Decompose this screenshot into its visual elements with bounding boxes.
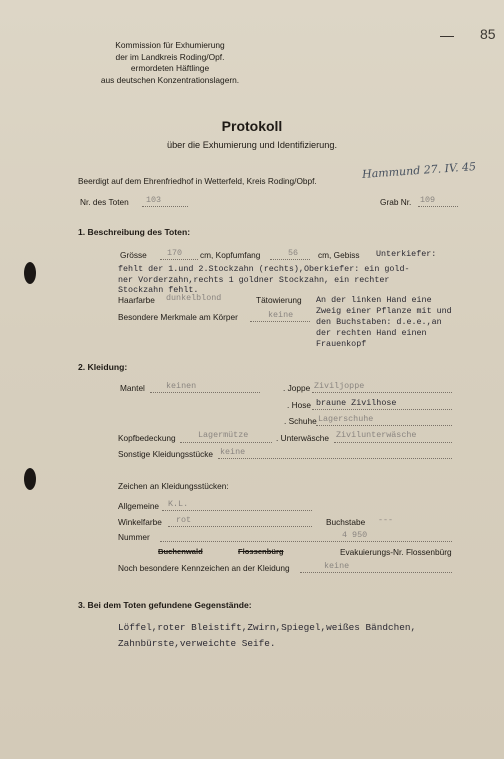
- found-items-line: Löffel,roter Bleistift,Zwirn,Spiegel,weißes Bändchen,: [118, 622, 417, 633]
- handwritten-note: Hammund 27. IV. 45: [361, 160, 477, 181]
- marks-value: keine: [268, 310, 294, 320]
- other-clothing-label: Sonstige Kleidungsstücke: [118, 449, 214, 459]
- teeth-line: Unterkiefer:: [376, 249, 437, 259]
- trousers-value: braune Zivilhose: [316, 398, 397, 408]
- tattoo-line: Zweig einer Pflanze mit und: [316, 306, 452, 316]
- underwear-value: Zivilunterwäsche: [336, 430, 417, 440]
- grave-value: 109: [420, 195, 436, 205]
- struck-buchenwald: Buchenwald: [158, 547, 203, 556]
- section-3-heading: 3. Bei dem Toten gefundene Gegenstände:: [78, 600, 252, 610]
- angle-color-value: rot: [176, 515, 192, 525]
- general-value: K.L.: [168, 499, 189, 509]
- tattoo-line: den Buchstaben: d.e.e.,an: [316, 317, 442, 327]
- size-value: 170: [167, 248, 183, 258]
- marks-label: Besondere Merkmale am Körper: [118, 312, 238, 322]
- headwear-value: Lagermütze: [198, 430, 249, 440]
- section-1-heading: 1. Beschreibung des Toten:: [78, 227, 191, 237]
- coat-label: Mantel: [120, 383, 145, 393]
- number-label: Nummer: [118, 532, 150, 542]
- evacuation-label: Evakuierungs-Nr. Flossenbürg: [340, 547, 452, 557]
- teeth-line: ner Vorderzahn,rechts 1 goldner Stockzahn, ein rechter: [118, 275, 390, 285]
- head-value: 56: [288, 248, 299, 258]
- general-label: Allgemeine: [118, 501, 160, 511]
- hair-value: dunkelblond: [166, 293, 222, 303]
- corner-dash: [440, 36, 454, 37]
- hair-label: Haarfarbe: [118, 295, 155, 305]
- grave-label: Grab Nr.: [380, 197, 412, 207]
- tattoo-line: An der linken Hand eine: [316, 295, 432, 305]
- further-marks-value: keine: [324, 561, 350, 571]
- header-line: aus deutschen Konzentrationslagern.: [100, 74, 240, 85]
- dead-number-label: Nr. des Toten: [80, 197, 129, 207]
- header-line: ermordeten Häftlinge: [130, 63, 210, 73]
- struck-flossenburg: Flossenbürg: [238, 547, 284, 556]
- dead-number-value: 103: [146, 195, 162, 205]
- jacket-value: Ziviljoppe: [314, 381, 365, 391]
- other-clothing-value: keine: [220, 447, 246, 457]
- commission-header: [80, 40, 260, 86]
- shoes-label: . Schuhe: [284, 416, 317, 426]
- punch-hole: [24, 262, 36, 284]
- tattoo-line: Frauenkopf: [316, 339, 367, 349]
- teeth-line: Stockzahn fehlt.: [118, 285, 199, 295]
- number-value: 4 950: [342, 530, 368, 540]
- teeth-line: fehlt der 1.und 2.Stockzahn (rechts),Oberkiefer: ein gold-: [118, 264, 410, 274]
- underwear-label: . Unterwäsche: [276, 433, 330, 443]
- header-line: Kommission für Exhumierung: [115, 40, 225, 50]
- section-2-heading: 2. Kleidung:: [78, 362, 128, 372]
- size-label: Grösse: [120, 250, 147, 260]
- angle-color-label: Winkelfarbe: [118, 517, 162, 527]
- clothing-marks-heading: Zeichen an Kleidungsstücken:: [118, 481, 229, 491]
- letter-value: ---: [378, 515, 394, 525]
- burial-label: Beerdigt auf dem Ehrenfriedhof in Wetterfeld, Kreis Roding/Obpf.: [78, 176, 317, 186]
- document-subtitle: über die Exhumierung und Identifizierung.: [166, 140, 338, 150]
- headwear-label: Kopfbedeckung: [118, 433, 176, 443]
- document-title: Protokoll: [221, 118, 283, 134]
- punch-hole: [24, 468, 36, 490]
- size-unit: cm, Kopfumfang: [200, 250, 261, 260]
- further-marks-label: Noch besondere Kennzeichen an der Kleidung: [118, 563, 290, 573]
- trousers-label: . Hose: [287, 400, 311, 410]
- header-line: der im Landkreis Roding/Opf.: [115, 51, 225, 62]
- found-items-line: Zahnbürste,verweichte Seife.: [118, 638, 276, 649]
- coat-value: keinen: [166, 381, 197, 391]
- tattoo-label: Tätowierung: [256, 295, 302, 305]
- page-number: 85: [480, 26, 496, 42]
- tattoo-line: der rechten Hand einen: [316, 328, 427, 338]
- jacket-label: . Joppe: [283, 383, 311, 393]
- shoes-value: Lagerschuhe: [318, 414, 374, 424]
- letter-label: Buchstabe: [326, 517, 366, 527]
- head-unit: cm, Gebiss: [318, 250, 360, 260]
